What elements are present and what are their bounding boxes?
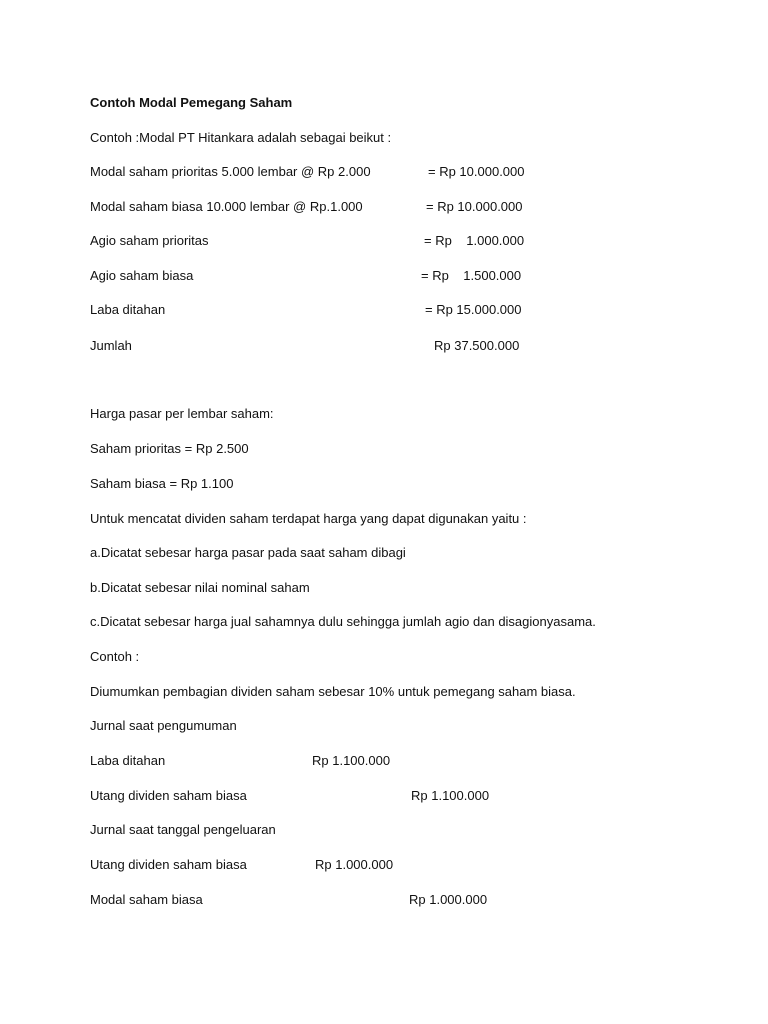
capital-row-value: = Rp 15.000.000 — [425, 302, 522, 317]
market-price-item: Saham biasa = Rp 1.100 — [90, 476, 234, 491]
journal-debit-label: Utang dividen saham biasa — [90, 857, 247, 872]
intro-text: Contoh :Modal PT Hitankara adalah sebagai beikut : — [90, 130, 392, 145]
capital-total-label: Jumlah — [90, 338, 132, 353]
capital-row-value: = Rp 1.500.000 — [421, 268, 522, 283]
journal-credit-value: Rp 1.100.000 — [411, 788, 490, 803]
record-option: c.Dicatat sebesar harga jual sahamnya dulu sehingga jumlah agio dan disagionyasama. — [90, 614, 596, 629]
journal-credit-label: Utang dividen saham biasa — [90, 788, 247, 803]
journal-debit-value: Rp 1.100.000 — [312, 753, 391, 768]
capital-row-label: Agio saham prioritas — [90, 233, 209, 248]
journal-heading: Jurnal saat pengumuman — [90, 718, 237, 733]
record-intro: Untuk mencatat dividen saham terdapat harga yang dapat digunakan yaitu : — [90, 511, 527, 526]
journal-credit-label: Modal saham biasa — [90, 892, 203, 907]
capital-total-value: Rp 37.500.000 — [434, 338, 520, 353]
journal-debit-value: Rp 1.000.000 — [315, 857, 394, 872]
journal-credit-value: Rp 1.000.000 — [409, 892, 488, 907]
capital-row-label: Modal saham biasa 10.000 lembar @ Rp.1.000 — [90, 199, 363, 214]
record-option: a.Dicatat sebesar harga pasar pada saat saham dibagi — [90, 545, 406, 560]
journal-heading: Jurnal saat tanggal pengeluaran — [90, 822, 276, 837]
capital-row-label: Laba ditahan — [90, 302, 166, 317]
market-price-item: Saham prioritas = Rp 2.500 — [90, 441, 249, 456]
journal-debit-label: Laba ditahan — [90, 753, 166, 768]
record-option: b.Dicatat sebesar nilai nominal saham — [90, 580, 310, 595]
market-price-heading: Harga pasar per lembar saham: — [90, 406, 274, 421]
capital-row-value: = Rp 1.000.000 — [424, 233, 525, 248]
announcement-text: Diumumkan pembagian dividen saham sebesar 10% untuk pemegang saham biasa. — [90, 684, 576, 699]
capital-row-value: = Rp 10.000.000 — [426, 199, 523, 214]
capital-row-label: Modal saham prioritas 5.000 lembar @ Rp 2.000 — [90, 164, 371, 179]
capital-row-label: Agio saham biasa — [90, 268, 194, 283]
example-label: Contoh : — [90, 649, 140, 664]
capital-row-value: = Rp 10.000.000 — [428, 164, 525, 179]
page-title: Contoh Modal Pemegang Saham — [90, 95, 293, 110]
